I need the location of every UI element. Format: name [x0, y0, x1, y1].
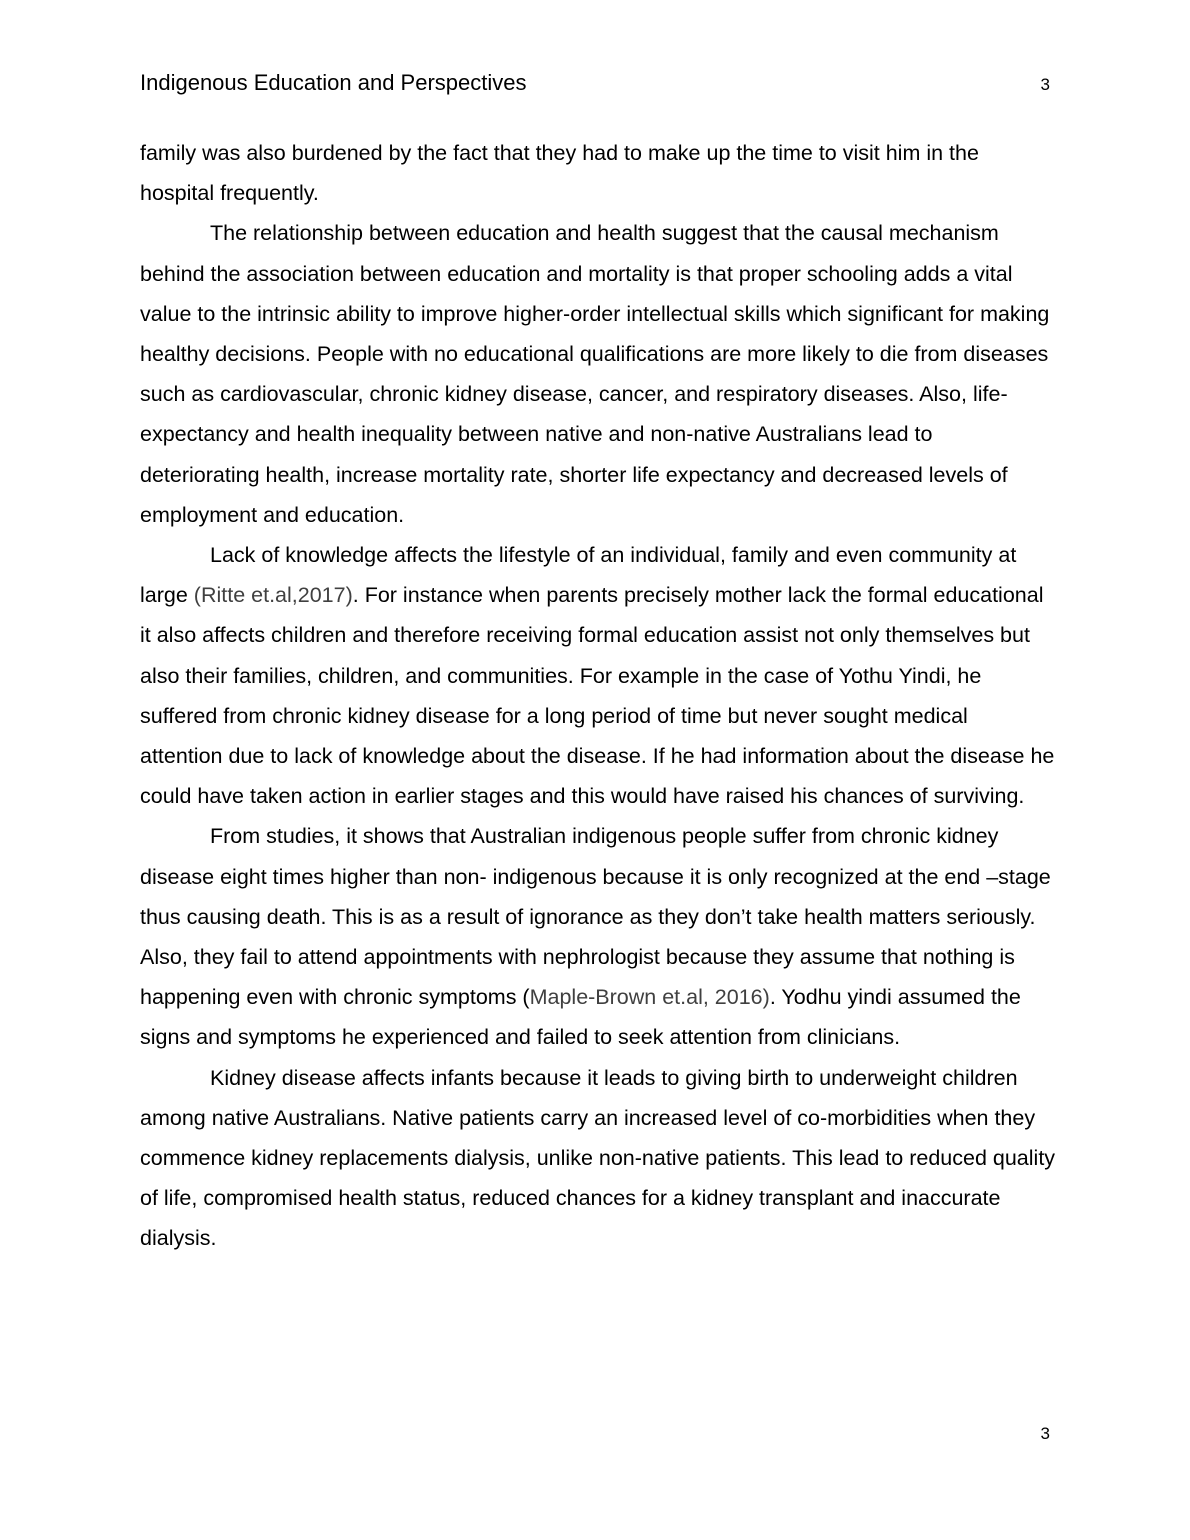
paragraph-continuation	[140, 133, 1056, 213]
paragraph-text: The relationship between education and health suggest that the causal mechanism behind the association between education and mortality is that proper schooling adds a vital value to the intrinsic ability to improve higher-order intellectual skills which significant for making healthy decisions. People with no educational qualifications are more likely to die from diseases such as cardiovascular, chronic kidney disease, cancer, and respiratory diseases. Also, life- expectancy and health inequality between native and non-native Australians lead to deteriorating health, increase mortality rate, shorter life expectancy and decreased levels of employment and education.	[140, 221, 1050, 527]
paragraph-text: . Yodhu yindi assumed the signs and symptoms he experienced and failed to seek attention from clinicians.	[140, 985, 1021, 1050]
citation-ritte: (Ritte et.al,2017)	[193, 583, 353, 608]
paragraph-lack-of-knowledge	[140, 535, 1056, 816]
paragraph-text: From studies, it shows that Australian indigenous people suffer from chronic kidney disease eight times higher than non- indigenous because it is only recognized at the end –stage thus causing death. This is as a result of ignorance as they don’t take health matters seriously. Also, they fail to attend appointments with nephrologist because they assume that nothing is happening even with chronic symptoms (	[140, 824, 1051, 1010]
paragraph-kidney-infants	[140, 1058, 1056, 1259]
paragraph-text: family was also burdened by the fact that they had to make up the time to visit him in the hospital frequently.	[140, 141, 979, 206]
paragraph-text: Kidney disease affects infants because it leads to giving birth to underweight children among native Australians. Native patients carry an increased level of co-morbidities when they commence kidney replacements dialysis, unlike non-native patients. This lead to reduced quality of life, compromised health status, reduced chances for a kidney transplant and inaccurate dialysis.	[140, 1065, 1056, 1251]
page-header	[140, 68, 1050, 98]
citation-maple-brown: Maple-Brown et.al, 2016)	[529, 985, 770, 1010]
footer-page-number: 3	[1040, 1424, 1050, 1443]
paragraph-text: Lack of knowledge affects the lifestyle of an individual, family and even community at large	[140, 543, 1017, 608]
document-body	[140, 133, 1056, 1259]
header-page-number: 3	[1040, 75, 1050, 94]
paragraph-text: . For instance when parents precisely mother lack the formal educational it also affects children and therefore receiving formal education assist not only themselves but also their families, children, and communities. For example in the case of Yothu Yindi, he suffered from chronic kidney disease for a long period of time but never sought medical attention due to lack of knowledge about the disease. If he had information about the disease he could have taken action in earlier stages and this would have raised his chances of surviving.	[140, 583, 1055, 809]
paragraph-studies	[140, 816, 1056, 1057]
running-head-title: Indigenous Education and Perspectives	[140, 70, 527, 95]
paragraph-education-health	[140, 213, 1056, 535]
